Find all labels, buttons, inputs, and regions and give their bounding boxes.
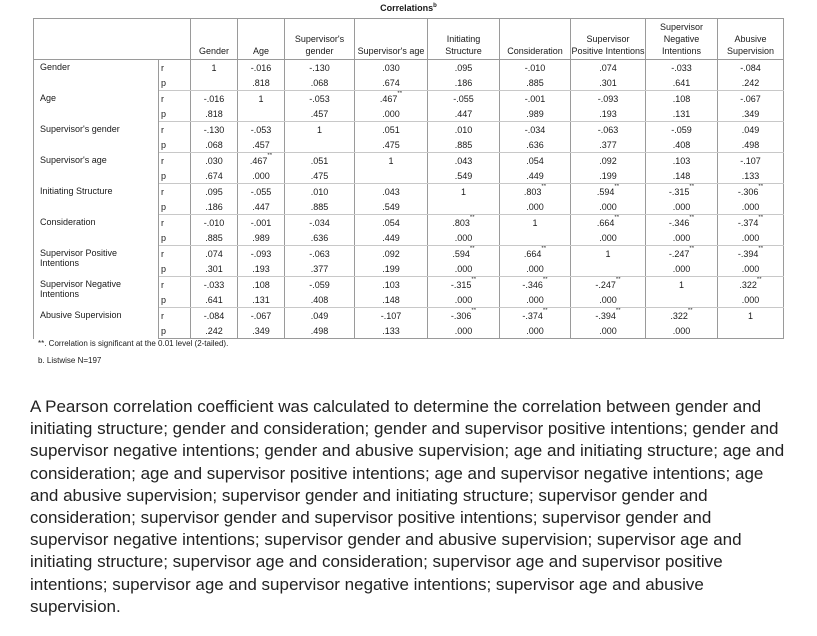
correlation-cell: .010 xyxy=(428,122,500,138)
correlation-cell: .051 xyxy=(355,122,428,138)
table-title-text: Correlations xyxy=(380,3,434,13)
correlation-cell: 1 xyxy=(191,60,238,76)
correlation-cell: .803** xyxy=(428,215,500,231)
correlation-cell: -.093 xyxy=(571,91,646,107)
significance-cell: .000 xyxy=(718,199,784,215)
correlation-cell: .103 xyxy=(355,277,428,293)
correlation-cell: -.063 xyxy=(571,122,646,138)
significance-cell: .131 xyxy=(238,292,285,308)
stat-label-r: r xyxy=(159,91,191,107)
significance-cell: .000 xyxy=(571,230,646,246)
significance-cell: .449 xyxy=(500,168,571,184)
table-title-footnote-mark: b xyxy=(433,3,437,9)
significance-cell: .000 xyxy=(571,323,646,339)
correlation-cell: -.067 xyxy=(718,91,784,107)
stat-label-p: p xyxy=(159,230,191,246)
correlation-cell: .322** xyxy=(718,277,784,293)
correlation-cell: 1 xyxy=(718,308,784,324)
significance-cell: .000 xyxy=(428,323,500,339)
table-row xyxy=(34,308,784,324)
stat-label-r: r xyxy=(159,184,191,200)
significance-cell: .000 xyxy=(718,292,784,308)
significance-cell: .449 xyxy=(355,230,428,246)
stat-label-p: p xyxy=(159,199,191,215)
column-header: Gender xyxy=(191,19,238,60)
stat-label-r: r xyxy=(159,308,191,324)
table-row xyxy=(34,184,784,200)
row-label: Gender xyxy=(34,60,159,91)
significance-cell xyxy=(191,75,238,91)
significance-cell: .148 xyxy=(355,292,428,308)
stat-label-r: r xyxy=(159,153,191,169)
correlation-cell: -.315** xyxy=(646,184,718,200)
row-label: Abusive Supervision xyxy=(34,308,159,339)
table-row xyxy=(34,277,784,293)
correlation-cell: 1 xyxy=(500,215,571,231)
column-header: Age xyxy=(238,19,285,60)
stat-label-p: p xyxy=(159,75,191,91)
correlation-cell: -.247** xyxy=(571,277,646,293)
correlation-cell: .322** xyxy=(646,308,718,324)
correlation-cell: -.394** xyxy=(718,246,784,262)
significance-cell: .133 xyxy=(718,168,784,184)
correlation-cell: -.130 xyxy=(285,60,355,76)
correlation-cell: -.067 xyxy=(238,308,285,324)
significance-cell: .148 xyxy=(646,168,718,184)
correlation-cell: -.063 xyxy=(285,246,355,262)
column-header: Supervisor Positive Intentions xyxy=(571,19,646,60)
stat-label-p: p xyxy=(159,261,191,277)
correlation-cell: .095 xyxy=(191,184,238,200)
stat-label-p: p xyxy=(159,106,191,122)
significance-cell: .641 xyxy=(646,75,718,91)
correlation-cell: -.247** xyxy=(646,246,718,262)
significance-cell: .475 xyxy=(355,137,428,153)
correlation-cell: -.059 xyxy=(646,122,718,138)
significance-cell: .636 xyxy=(500,137,571,153)
significance-cell: .457 xyxy=(285,106,355,122)
correlation-cell: .043 xyxy=(355,184,428,200)
stat-label-r: r xyxy=(159,60,191,76)
significance-cell: .498 xyxy=(285,323,355,339)
correlation-cell: .054 xyxy=(500,153,571,169)
correlation-cell: -.055 xyxy=(238,184,285,200)
correlation-cell: -.055 xyxy=(428,91,500,107)
correlation-cell: .467** xyxy=(238,153,285,169)
correlation-cell: .010 xyxy=(285,184,355,200)
correlation-cell: .074 xyxy=(571,60,646,76)
significance-cell: .408 xyxy=(646,137,718,153)
significance-cell xyxy=(718,323,784,339)
column-header: Abusive Supervision xyxy=(718,19,784,60)
significance-cell: .000 xyxy=(646,261,718,277)
significance-cell: .674 xyxy=(191,168,238,184)
column-header: Consideration xyxy=(500,19,571,60)
correlation-cell: -.010 xyxy=(191,215,238,231)
correlation-cell: -.001 xyxy=(500,91,571,107)
significance-cell: .186 xyxy=(428,75,500,91)
correlation-cell: -.130 xyxy=(191,122,238,138)
significance-cell: .000 xyxy=(428,292,500,308)
row-label: Supervisor Negative Intentions xyxy=(34,277,159,308)
correlation-cell: -.034 xyxy=(285,215,355,231)
significance-cell: .349 xyxy=(238,323,285,339)
significance-cell: .242 xyxy=(191,323,238,339)
correlation-cell: 1 xyxy=(238,91,285,107)
significance-cell: .301 xyxy=(571,75,646,91)
correlation-cell: 1 xyxy=(355,153,428,169)
stat-label-p: p xyxy=(159,168,191,184)
stat-label-p: p xyxy=(159,292,191,308)
significance-cell: .000 xyxy=(428,261,500,277)
footnote-significance: **. Correlation is significant at the 0.01 level (2-tailed). xyxy=(38,339,229,348)
significance-cell: .549 xyxy=(428,168,500,184)
description-paragraph: A Pearson correlation coefficient was calculated to determine the correlation between gender and initiating structure; gender and consideration; gender and supervisor positive intentions; gender and supervisor negative intentions; gender and abusive supervision; age and initiating structure; age and consideration; age and supervisor positive intentions; age and supervisor negative intentions; age and abusive supervision; supervisor gender and initiating structure; supervisor gender and consideration; supervisor gender and supervisor positive intentions; supervisor gender and supervisor negative intentions; supervisor gender and abusive supervision; supervisor age and initiating structure; supervisor age and consideration; supervisor age and supervisor positive intentions; supervisor age and supervisor negative intentions; supervisor age and abusive supervision. xyxy=(30,397,785,616)
significance-cell: .000 xyxy=(428,230,500,246)
significance-cell: .989 xyxy=(500,106,571,122)
significance-cell: .193 xyxy=(238,261,285,277)
significance-cell xyxy=(571,261,646,277)
correlation-cell: -.016 xyxy=(238,60,285,76)
significance-cell xyxy=(285,137,355,153)
row-label: Supervisor's age xyxy=(34,153,159,184)
correlation-cell: -.374** xyxy=(500,308,571,324)
column-header: Initiating Structure xyxy=(428,19,500,60)
significance-cell: .000 xyxy=(718,261,784,277)
column-header: Supervisor's gender xyxy=(285,19,355,60)
correlation-cell: -.306** xyxy=(718,184,784,200)
correlations-table xyxy=(33,18,784,339)
correlation-cell: -.001 xyxy=(238,215,285,231)
correlation-cell: 1 xyxy=(428,184,500,200)
correlation-cell: .043 xyxy=(428,153,500,169)
significance-cell: .068 xyxy=(285,75,355,91)
stat-label-p: p xyxy=(159,137,191,153)
significance-cell: .475 xyxy=(285,168,355,184)
correlation-cell: .108 xyxy=(238,277,285,293)
correlation-cell: .049 xyxy=(285,308,355,324)
correlation-cell: -.053 xyxy=(285,91,355,107)
significance-cell xyxy=(355,168,428,184)
row-label: Supervisor's gender xyxy=(34,122,159,153)
stat-label-p: p xyxy=(159,323,191,339)
significance-cell: .457 xyxy=(238,137,285,153)
table-row xyxy=(34,122,784,138)
significance-cell xyxy=(238,106,285,122)
correlation-cell: -.016 xyxy=(191,91,238,107)
significance-cell: .885 xyxy=(285,199,355,215)
significance-cell: .000 xyxy=(571,199,646,215)
correlation-cell: .103 xyxy=(646,153,718,169)
correlation-cell: .049 xyxy=(718,122,784,138)
significance-cell: .885 xyxy=(191,230,238,246)
significance-cell: .636 xyxy=(285,230,355,246)
correlation-cell: -.033 xyxy=(646,60,718,76)
correlation-cell: .095 xyxy=(428,60,500,76)
significance-cell: .447 xyxy=(428,106,500,122)
row-label: Age xyxy=(34,91,159,122)
significance-cell: .349 xyxy=(718,106,784,122)
stat-label-r: r xyxy=(159,277,191,293)
column-header: Supervisor Negative Intentions xyxy=(646,19,718,60)
header-row xyxy=(34,19,784,60)
stat-label-r: r xyxy=(159,246,191,262)
significance-cell: .242 xyxy=(718,75,784,91)
header-corner xyxy=(34,19,191,60)
significance-cell: .447 xyxy=(238,199,285,215)
correlation-cell: .074 xyxy=(191,246,238,262)
correlation-cell: -.084 xyxy=(718,60,784,76)
correlation-cell: .030 xyxy=(355,60,428,76)
correlation-cell: -.107 xyxy=(718,153,784,169)
significance-cell xyxy=(646,292,718,308)
correlation-cell: -.033 xyxy=(191,277,238,293)
correlation-cell: .092 xyxy=(355,246,428,262)
row-label: Initiating Structure xyxy=(34,184,159,215)
correlation-cell: .594** xyxy=(428,246,500,262)
significance-cell: .133 xyxy=(355,323,428,339)
significance-cell: .068 xyxy=(191,137,238,153)
correlation-cell: -.084 xyxy=(191,308,238,324)
significance-cell: .000 xyxy=(500,323,571,339)
correlation-cell: 1 xyxy=(285,122,355,138)
significance-cell: .818 xyxy=(238,75,285,91)
table-row xyxy=(34,60,784,76)
correlation-cell: 1 xyxy=(646,277,718,293)
correlation-cell: -.346** xyxy=(500,277,571,293)
significance-cell: .000 xyxy=(238,168,285,184)
column-header: Supervisor's age xyxy=(355,19,428,60)
correlation-cell: .803** xyxy=(500,184,571,200)
significance-cell: .818 xyxy=(191,106,238,122)
significance-cell: .377 xyxy=(571,137,646,153)
correlation-cell: -.394** xyxy=(571,308,646,324)
row-label: Consideration xyxy=(34,215,159,246)
significance-cell: .498 xyxy=(718,137,784,153)
correlation-cell: -.107 xyxy=(355,308,428,324)
table-title xyxy=(0,3,817,13)
significance-cell: .000 xyxy=(646,230,718,246)
significance-cell: .199 xyxy=(355,261,428,277)
significance-cell: .199 xyxy=(571,168,646,184)
correlation-cell: -.093 xyxy=(238,246,285,262)
correlation-cell: .664** xyxy=(571,215,646,231)
significance-cell: .408 xyxy=(285,292,355,308)
correlation-cell: .092 xyxy=(571,153,646,169)
table-row xyxy=(34,153,784,169)
correlation-cell: -.306** xyxy=(428,308,500,324)
stat-label-r: r xyxy=(159,122,191,138)
significance-cell xyxy=(428,199,500,215)
correlation-cell: -.059 xyxy=(285,277,355,293)
correlation-cell: .664** xyxy=(500,246,571,262)
correlation-cell: 1 xyxy=(571,246,646,262)
significance-cell: .193 xyxy=(571,106,646,122)
correlation-cell: .594** xyxy=(571,184,646,200)
significance-cell: .641 xyxy=(191,292,238,308)
footnote-listwise: b. Listwise N=197 xyxy=(38,356,102,365)
correlation-cell: .030 xyxy=(191,153,238,169)
significance-cell: .131 xyxy=(646,106,718,122)
significance-cell: .000 xyxy=(646,199,718,215)
correlation-cell: -.374** xyxy=(718,215,784,231)
significance-cell: .000 xyxy=(500,261,571,277)
table-row xyxy=(34,91,784,107)
correlation-cell: .051 xyxy=(285,153,355,169)
significance-cell: .000 xyxy=(500,199,571,215)
significance-cell: .674 xyxy=(355,75,428,91)
correlation-cell: -.034 xyxy=(500,122,571,138)
correlation-cell: .054 xyxy=(355,215,428,231)
significance-cell: .000 xyxy=(355,106,428,122)
significance-cell: .000 xyxy=(718,230,784,246)
correlation-cell: .467** xyxy=(355,91,428,107)
row-label: Supervisor Positive Intentions xyxy=(34,246,159,277)
significance-cell: .885 xyxy=(428,137,500,153)
table-row xyxy=(34,246,784,262)
correlation-cell: .108 xyxy=(646,91,718,107)
correlation-cell: -.053 xyxy=(238,122,285,138)
significance-cell: .000 xyxy=(571,292,646,308)
stat-label-r: r xyxy=(159,215,191,231)
correlation-cell: -.010 xyxy=(500,60,571,76)
correlation-cell: -.346** xyxy=(646,215,718,231)
correlation-cell: -.315** xyxy=(428,277,500,293)
significance-cell: .989 xyxy=(238,230,285,246)
significance-cell: .549 xyxy=(355,199,428,215)
significance-cell: .377 xyxy=(285,261,355,277)
significance-cell: .301 xyxy=(191,261,238,277)
significance-cell: .000 xyxy=(500,292,571,308)
significance-cell: .885 xyxy=(500,75,571,91)
table-row xyxy=(34,215,784,231)
significance-cell: .000 xyxy=(646,323,718,339)
significance-cell: .186 xyxy=(191,199,238,215)
significance-cell xyxy=(500,230,571,246)
